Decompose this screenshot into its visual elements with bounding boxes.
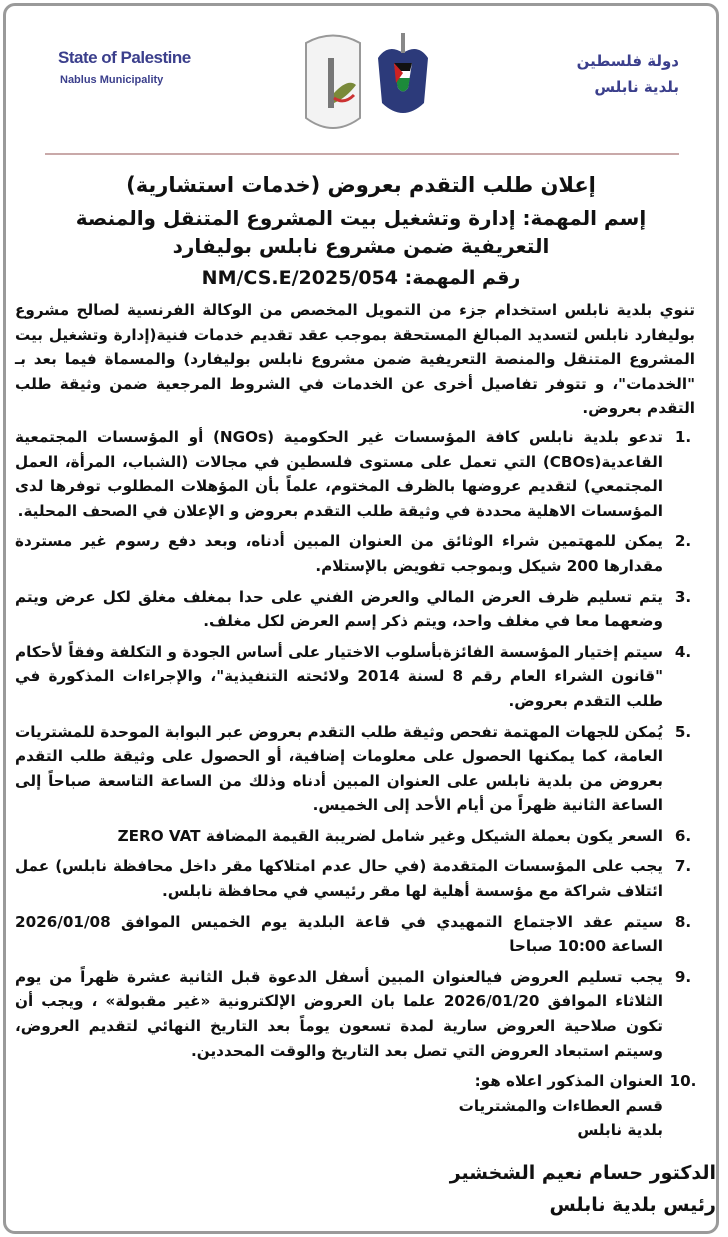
task-name: إسم المهمة: إدارة وتشغيل بيت المشروع المتنقل والمنصة التعريفية ضمن مشروع نابلس بوليفارد (75, 206, 647, 258)
palestinian-eagle-emblem (378, 33, 428, 113)
item-text: يُمكن للجهات المهتمة تفحص وثيقة طلب التقدم بعروض عبر البوابة الموحدة للمشتريات العامة، كما يمكنها الحصول على معلومات إضافية، أو الحصول على وثيقة طلب التقدم بعروض من بلدية نابلس على العنوان المبين أدناه وذلك من الساعة التاسعة صباحاً إلى الساعة الثانية ظهراً من أيام الأحد إلى الخميس. (15, 722, 663, 815)
nablus-municipality-seal (306, 36, 360, 129)
item-number: 10. (669, 1072, 697, 1091)
list-item (15, 965, 703, 1063)
document-frame (3, 3, 719, 1234)
item-number: 5. (674, 722, 692, 741)
letterhead (6, 6, 716, 156)
header-arabic (577, 48, 679, 100)
address-line: قسم العطاءات والمشتريات (458, 1096, 663, 1115)
header-logos (298, 23, 438, 143)
item-number: 2. (674, 532, 692, 551)
list-item (15, 1069, 703, 1143)
signatory-name: الدكتور حسام نعيم الشخشير (449, 1162, 716, 1184)
header-divider (45, 153, 679, 155)
list-item (15, 824, 703, 849)
list-item (15, 640, 703, 714)
item-number: 3. (674, 587, 692, 606)
announcement-title: إعلان طلب التقدم بعروض (خدمات استشارية) (126, 173, 596, 197)
list-item (15, 529, 703, 578)
item-number: 8. (674, 912, 692, 931)
municipality-name-ar: بلدية نابلس (594, 78, 679, 96)
item-number: 6. (674, 826, 692, 845)
task-number: رقم المهمة: NM/CS.E/2025/054 (201, 267, 521, 289)
item-text: تدعو بلدية نابلس كافة المؤسسات غير الحكومية (NGOs) أو المؤسسات المجتمعية القاعدية(CBOs) التي تعمل على مستوى فلسطين في مجالات (الشباب، المرأة، العمل المجتمعي) لتقديم عروضها بالظرف المختوم، علماً بأن المؤهلات المطلوب توفرها لدى المؤسسات الاهلية محددة في وثيقة طلب التقدم بعروض و الإعلان في الصحف المحلية. (15, 427, 664, 520)
item-number: 4. (674, 642, 692, 661)
item-text: يجب على المؤسسات المتقدمة (في حال عدم امتلاكها مقر داخل محافظة نابلس) عمل ائتلاف شراكة مع مؤسسة أهلية لها مقر رئيسي في محافظة نابلس. (15, 857, 663, 901)
announcement-body (15, 298, 703, 1143)
items-list (15, 425, 703, 1143)
item-number: 1. (674, 427, 692, 446)
list-item (15, 720, 703, 818)
item-text: سيتم عقد الاجتماع التمهيدي في قاعة البلدية يوم الخميس الموافق 2026/01/08 الساعة 10:00 صباحا (15, 912, 663, 956)
signatory-title: رئيس بلدية نابلس (549, 1194, 716, 1216)
item-text: يجب تسليم العروض فيالعنوان المبين أسفل الدعوة قبل الثانية عشرة ظهراً من يوم الثلاثاء الموافق 2026/01/20 علما بان العروض الإلكترونية «غير مقبولة» ، ويجب أن تكون صلاحية العروض سارية لمدة تسعون يوماً بعد التاريخ النهائي لتقديم العروض، وسيتم استبعاد العروض التي تصل بعد التاريخ والوقت المحددين. (15, 967, 664, 1060)
address-line: العنوان المذكور اعلاه هو: (474, 1072, 663, 1091)
item-text: يتم تسليم ظرف العرض المالي والعرض الفني على حدا بمغلف مغلق لكل عرض ويتم وضعهما معا في مغلف واحد، ويتم ذكر إسم العرض لكل مغلف. (15, 587, 663, 631)
header-english (58, 48, 191, 86)
address-line: بلدية نابلس (577, 1121, 663, 1140)
intro-paragraph: تنوي بلدية نابلس استخدام جزء من التمويل المخصص من الوكالة الفرنسية لصالح مشروع بوليفارد نابلس لتسديد المبالغ المستحقة بموجب عقد تقديم خدمات فنية(إدارة وتشغيل بيت المشروع المتنقل والمنصة التعريفية ضمن مشروع نابلس بوليفارد) والمسماة فيما بعد بـ "الخدمات"، و تتوفر تفاصيل أخرى عن الخدمات في الشروط المرجعية ضمن وثيقة طلب التقدم بعروض. (15, 301, 695, 418)
signature-block (17, 1157, 716, 1221)
item-number: 9. (674, 967, 692, 986)
list-item (15, 910, 703, 959)
state-name-en: State of Palestine (58, 48, 191, 67)
item-text: يمكن للمهتمين شراء الوثائق من العنوان المبين أدناه، وبعد دفع رسوم غير مستردة مقدارها 200 شيكل وبموجب تفويض بالإستلام. (15, 532, 663, 575)
item-text (15, 1069, 663, 1143)
list-item (15, 585, 703, 634)
item-text: سيتم إختيار المؤسسة الفائزةبأسلوب الاختيار على أساس الجودة و التكلفة وفقاً لأحكام "قانون الشراء العام رقم 8 لسنة 2014 ولائحته التنفيذية"، والإجراءات المذكورة في طلب التقدم بعروض. (15, 642, 663, 710)
item-number: 7. (674, 857, 692, 876)
municipality-name-en: Nablus Municipality (60, 74, 164, 86)
state-name-ar: دولة فلسطين (576, 52, 679, 70)
item-text: السعر يكون بعملة الشيكل وغير شامل لضريبة القيمة المضافة ZERO VAT (117, 826, 663, 845)
list-item (15, 425, 703, 523)
list-item (15, 854, 703, 903)
